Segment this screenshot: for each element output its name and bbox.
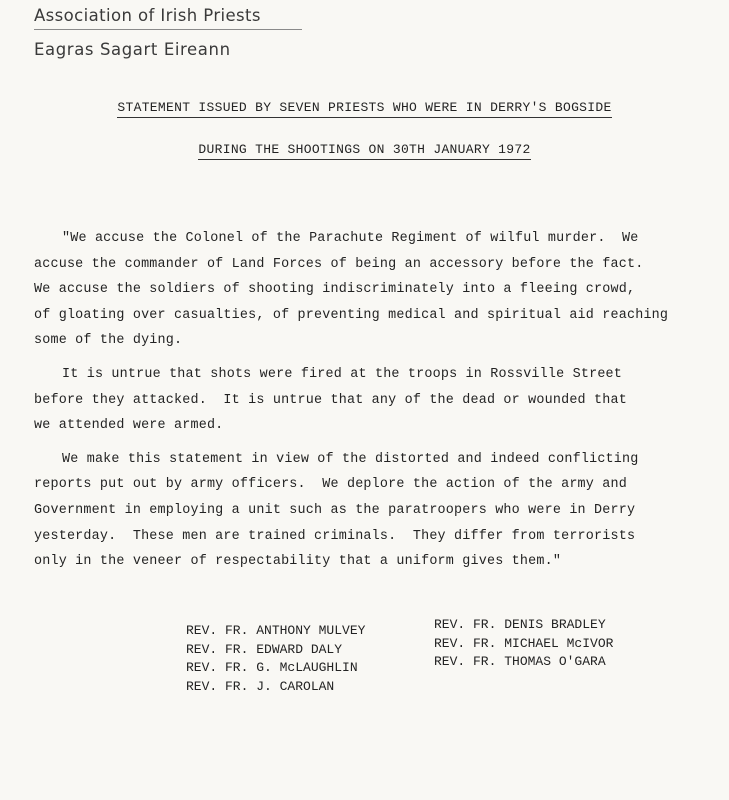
signatory-name: REV. FR. MICHAEL McIVOR xyxy=(434,635,614,651)
paragraph-line: We make this statement in view of the distorted and indeed conflicting xyxy=(62,451,639,467)
paragraph-line: before they attacked. It is untrue that any of the dead or wounded that xyxy=(34,392,627,408)
paragraph-1 xyxy=(34,226,709,354)
letterhead-name-irish: Eagras Sagart Eireann xyxy=(34,40,231,59)
signatory-name: REV. FR. THOMAS O'GARA xyxy=(434,654,606,669)
signatory-name: REV. FR. EDWARD DALY xyxy=(186,641,343,657)
paragraph-line: "We accuse the Colonel of the Parachute Regiment of wilful murder. We xyxy=(62,231,639,246)
paragraph-line: some of the dying. xyxy=(34,333,183,349)
paragraph-3 xyxy=(34,447,709,575)
signatory-name: REV. FR. DENIS BRADLEY xyxy=(434,617,606,632)
heading-line2-text: DURING THE SHOOTINGS ON 30TH JANUARY 1972 xyxy=(198,142,530,160)
signatures-right-column xyxy=(434,616,613,672)
signatures-left-column xyxy=(186,616,365,696)
statement-heading-line2 xyxy=(0,142,729,157)
signatory-name: REV. FR. J. CAROLAN xyxy=(186,678,335,694)
paragraph-line: It is untrue that shots were fired at the troops in Rossville Street xyxy=(62,366,623,382)
paragraph-line: only in the veneer of respectability that a uniform gives them." xyxy=(34,554,562,570)
letterhead-name-english: Association of Irish Priests xyxy=(34,6,302,30)
paragraph-line: accuse the commander of Land Forces of being an accessory before the fact. xyxy=(34,256,644,272)
paragraph-line: yesterday. These men are trained criminals. They differ from terrorists xyxy=(34,528,636,544)
paragraph-line: We accuse the soldiers of shooting indiscriminately into a fleeing crowd, xyxy=(34,282,636,298)
paragraph-line: we attended were armed. xyxy=(34,418,224,434)
letterhead xyxy=(34,6,302,59)
signatory-name: REV. FR. ANTHONY MULVEY xyxy=(186,623,366,638)
paragraph-line: of gloating over casualties, of preventing medical and spiritual aid reaching xyxy=(34,307,669,323)
signatory-name: REV. FR. G. McLAUGHLIN xyxy=(186,660,358,675)
paragraph-2 xyxy=(34,362,709,439)
statement-body xyxy=(34,226,709,575)
statement-heading-line1 xyxy=(0,100,729,115)
paragraph-line: Government in employing a unit such as the paratroopers who were in Derry xyxy=(34,502,636,518)
heading-line1-text: STATEMENT ISSUED BY SEVEN PRIESTS WHO WERE IN DERRY'S BOGSIDE xyxy=(117,100,611,118)
paragraph-line: reports put out by army officers. We deplore the action of the army and xyxy=(34,477,627,493)
